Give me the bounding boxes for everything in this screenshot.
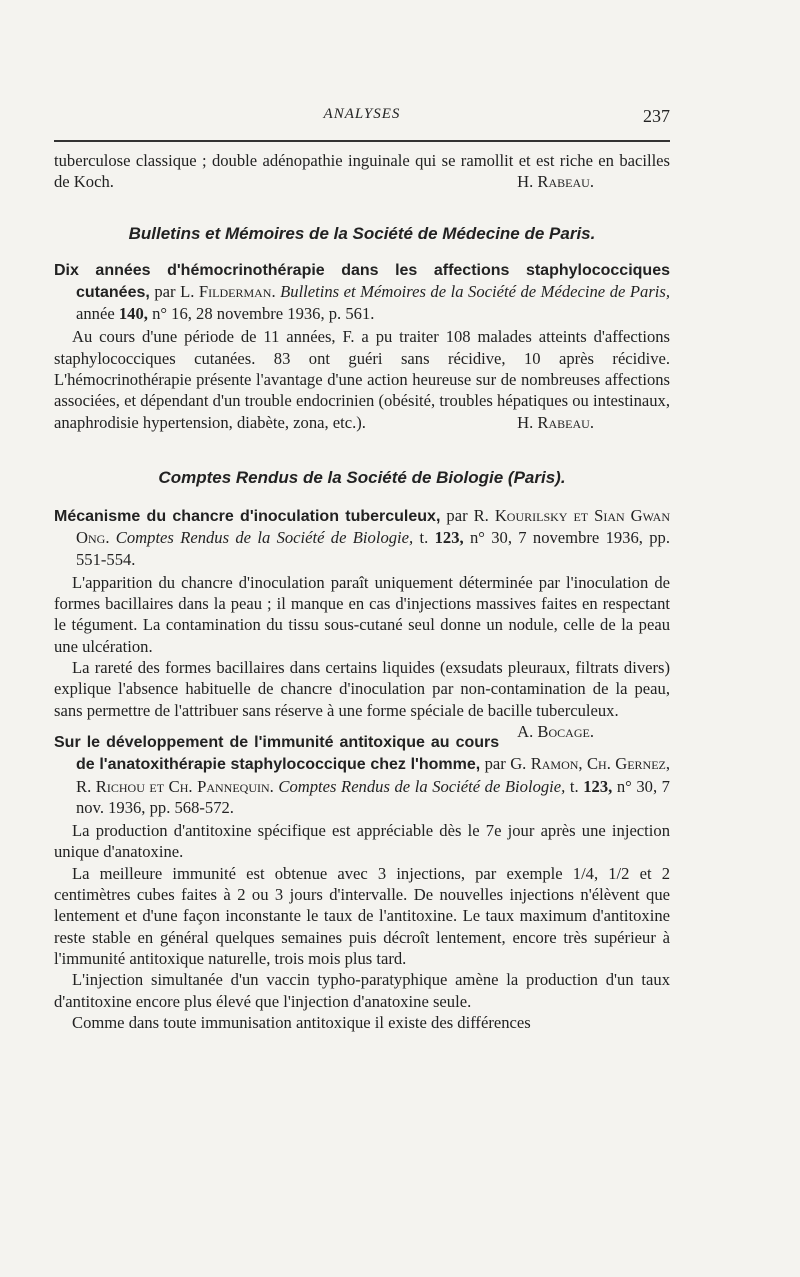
journal-name: Comptes Rendus de la Société de Biologie, <box>278 776 566 796</box>
ref-by: par <box>154 281 176 301</box>
body-paragraph: La meilleure immunité est obtenue avec 3 injections, par exemple 1/4, 1/2 et 2 centimètres cubes faites à 2 ou 3 jours d'intervalle. De nouvelles injections n'élèvent que lentement et d'une façon inconstante le taux de l'antitoxine. Le taux maximum d'antitoxine reste stable en général quelques semaines puis décroît lentement, encore très supérieur à l'immunité antitoxique naturelle, trois mois plus tard. <box>54 863 670 968</box>
page-header <box>54 106 670 130</box>
volume: 123, <box>434 528 464 548</box>
volume: 140, <box>118 304 148 324</box>
ref-post: n° 30, 7 novembre 1936, pp. 551-554. <box>76 528 670 569</box>
signature: H. Rabeau. <box>517 172 594 192</box>
article-author: L. Filderman. <box>180 281 276 301</box>
page-content <box>54 150 670 1033</box>
body-paragraph <box>54 657 670 741</box>
running-title: ANALYSES <box>323 106 401 122</box>
article-authors: G. Ramon, Ch. Gernez, R. Richou et Ch. Pannequin. <box>76 754 671 796</box>
header-rule <box>54 140 670 142</box>
ref-post: n° 16, 28 novembre 1936, p. 561. <box>152 304 375 324</box>
body-paragraph: L'apparition du chancre d'inoculation paraît uniquement déterminée par l'inoculation de formes bacillaires dans la peau ; il manque en cas d'injections massives faites en respectant le tégument. La contamination du tissu sous-cutané seul donne un nodule, celle de la peau une ulcération. <box>54 572 670 656</box>
signature: A. Bocage. <box>517 721 594 741</box>
journal-name: Bulletins et Mémoires de la Société de Médecine de Paris, <box>280 281 670 301</box>
article-authors: R. Kourilsky et Sian Gwan Ong. <box>76 505 670 548</box>
ref-by: par <box>446 505 468 525</box>
journal-name: Comptes Rendus de la Société de Biologie, <box>115 528 414 548</box>
body-paragraph: L'injection simultanée d'un vaccin typho-paratyphique amène la production d'un taux d'antitoxine encore plus élevé que l'injection d'anatoxine seule. <box>54 970 670 1011</box>
paragraph-text: Au cours d'une période de 11 années, F. a pu traiter 108 malades atteints d'affections staphylococciques cutanées. 83 ont guéri sans récidive, 10 après récidive. L'hémocrinothérapie présente l'avantage d'une action heureuse sur de nombreuses affections associées, et dépendant d'un trouble endocrinien (obésité, troubles hépatiques ou intestinaux, anaphrodisie hypertension, diabète, zona, etc.). <box>54 327 670 432</box>
ref-pre: année <box>76 304 115 324</box>
carryover-paragraph <box>54 150 670 193</box>
section-heading: Comptes Rendus de la Société de Biologie (Paris). <box>158 467 566 487</box>
page-number: 237 <box>643 106 670 126</box>
ref-post: n° 30, 7 nov. 1936, pp. 568-572. <box>76 776 670 817</box>
ref-by: par <box>484 754 506 774</box>
article-title: Dix années d'hémocrinothérapie dans les affections staphylococciques cutanées, <box>54 261 670 301</box>
carryover-text: tuberculose classique ; double adénopathie inguinale qui se ramollit et est riche en bacilles de Koch. <box>54 151 670 192</box>
volume: 123, <box>583 776 613 796</box>
body-paragraph: La production d'antitoxine spécifique est appréciable dès le 7e jour après une injection unique d'anatoxine. <box>54 821 670 862</box>
ref-pre: t. <box>569 776 579 796</box>
article-title: Mécanisme du chancre d'inoculation tuberculeux, <box>54 507 441 525</box>
body-paragraph: Comme dans toute immunisation antitoxique il existe des différences <box>72 1012 531 1032</box>
body-paragraph <box>54 326 670 432</box>
article-reference <box>54 259 670 325</box>
signature: H. Rabeau. <box>517 412 594 432</box>
ref-pre: t. <box>419 528 429 548</box>
article-title: Sur le développement de l'immunité antitoxique au cours de l'anatoxithérapie staphylococcique chez l'homme, <box>54 733 500 774</box>
paragraph-text: La rareté des formes bacillaires dans certains liquides (exsudats pleuraux, filtrats divers) explique l'absence habituelle de chancre d'inoculation par non-contamination de la peau, sans permettre de l'attribuer sans réserve à une forme spéciale de bacille tuberculeux. <box>54 658 670 720</box>
article-reference <box>54 731 670 818</box>
article-reference <box>54 505 670 570</box>
section-heading: Bulletins et Mémoires de la Société de Médecine de Paris. <box>128 223 596 243</box>
